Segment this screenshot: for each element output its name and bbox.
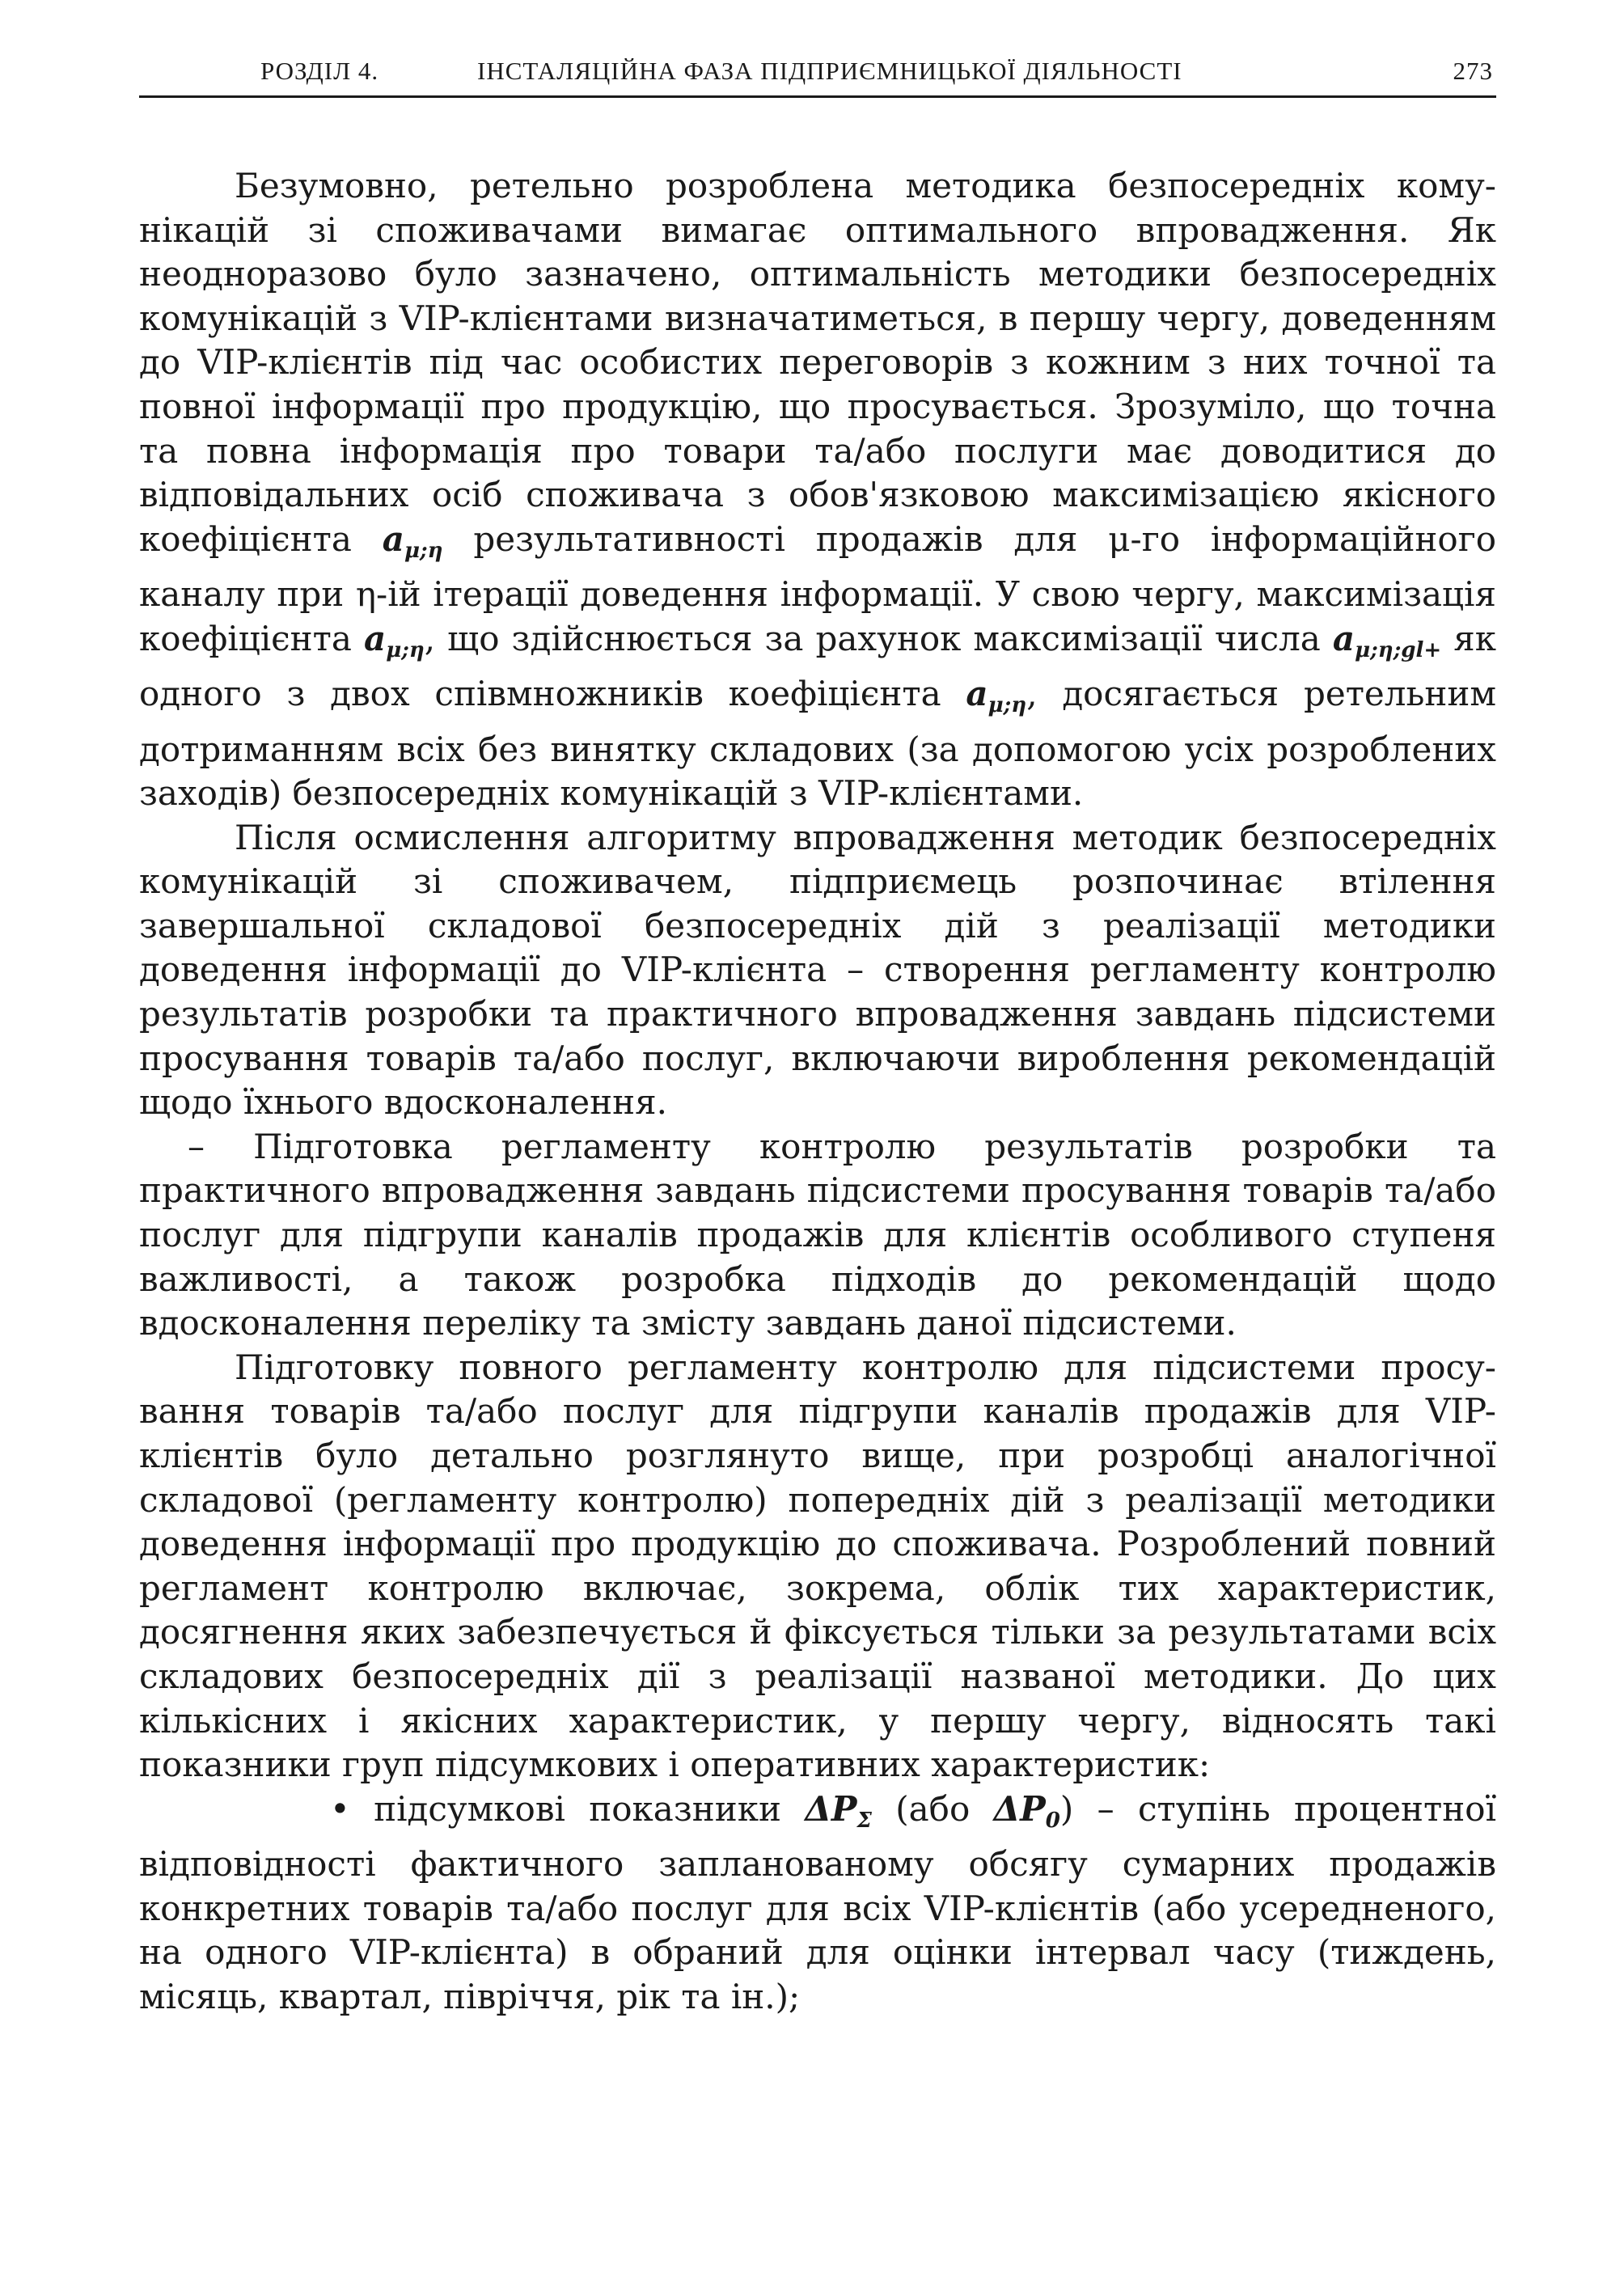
bullet-item-1: • підсумкові показники $\Delta P_\Sigma$ (або $\Delta P_0$) – ступінь процентної відповідності фактичного запланованому обсягу сумарних продажів конкретних товарів та/або послуг для всіх VIP-клієнтів (або усередненого, на одного VIP-клієнта) в обраний для оцінки інтервал часу (тиждень, місяць, квартал, півріччя, рік та ін.); (139, 1788, 1497, 2016)
paragraph-3: – Підготовка регламенту контролю результатів розробки та практичного впровадження завдань підсистеми просування товарів та/або послуг для підгрупи каналів продажів для клієнтів особливого ступеня важливості, а також розробка підходів до рекомендацій щодо вдосконалення переліку та змісту завдань даної підсистеми. (139, 1126, 1496, 1343)
paragraph-1: Безумовно, ретельно розроблена методика безпосередніх комунікацій зі споживачами вимагає оптимального впровадження. Як неодноразово було зазначено, оптимальність методики безпосередніх комунікацій з VIP-клієнтами визначатиметься, в першу чергу, доведенням до VIP-клієнтів під час особистих переговорів з кожним з них точної та повної інформації про продукцію, що просувається. Зрозуміло, що точна та повна інформація про товари та/або послуги має доводитися до відповідальних осіб споживача з обов'язковою максимізацією якісного коефіцієнта $a_{\mu;\eta}$ результативності продажів для μ-го інформаційного каналу при η-ій ітерації доведення інформації. У свою чергу, максимізація коефіцієнта $a_{\mu;\eta}$, що здійснюється за рахунок максимізації числа $a_{\mu;\eta;gl+}$ як одного з двох співмножників коефіцієнта $a_{\mu;\eta}$, досягається ретельним дотриманням всіх без винятку складових (за допомогою усіх розроблених заходів) безпосередніх комунікацій з VIP-клієнтами. (139, 166, 1497, 814)
delta-p-zero-symbol: $\Delta P_0$ (993, 1788, 1060, 1833)
section-label: РОЗДІЛ 4. (260, 57, 379, 85)
running-head (139, 50, 1496, 98)
coefficient-a-symbol: $a_{\mu;\eta}$ (966, 674, 1027, 717)
eta-symbol: η (355, 574, 377, 615)
paragraph-4: Підготовку повного регламенту контролю для підсистеми просування товарів та/або послуг для підгрупи каналів продажів для VIP-клієнтів було детально розглянуто вище, при розробці аналогічної складової (регламенту контролю) попередніх дій з реалізації методики доведення інформації про продукцію до споживача. Розроблений повний регламент контролю включає, зокрема, облік тих характеристик, досягнення яких забезпечується й фіксується тільки за результатами всіх складових безпосередніх дії з реалізації названої методики. До цих кількісних і якісних характеристик, у першу чергу, відносять такі показники груп підсумкових і оперативних характеристик: (139, 1347, 1496, 1785)
page-number: 273 (1453, 57, 1493, 85)
body-text (139, 164, 1496, 2020)
mu-symbol: μ (1108, 518, 1131, 559)
delta-p-sigma-symbol: $\Delta P_\Sigma$ (805, 1788, 872, 1833)
chapter-title: ІНСТАЛЯЦІЙНА ФАЗА ПІДПРИЄМНИЦЬКОЇ ДІЯЛЬНОСТІ (477, 57, 1182, 85)
coefficient-a-symbol: $a_{\mu;\eta}$ (363, 618, 425, 662)
paragraph-2: Після осмислення алгоритму впровадження методик безпосередніх комунікацій зі споживачем, підприємець розпочинає втілення завершальної складової безпосередніх дій з реалізації методики доведення інформації до VIP-клієнта – створення регламенту контролю результатів розробки та практичного впровадження завдань підсистеми просування товарів та/або послуг, включаючи вироблення рекомендацій щодо їхнього вдосконалення. (139, 817, 1496, 1123)
bullet-icon: • (330, 1788, 350, 1829)
number-a-g-symbol: $a_{\mu;\eta;gl+}$ (1332, 618, 1442, 662)
coefficient-a-symbol: $a_{\mu;\eta}$ (382, 518, 443, 563)
